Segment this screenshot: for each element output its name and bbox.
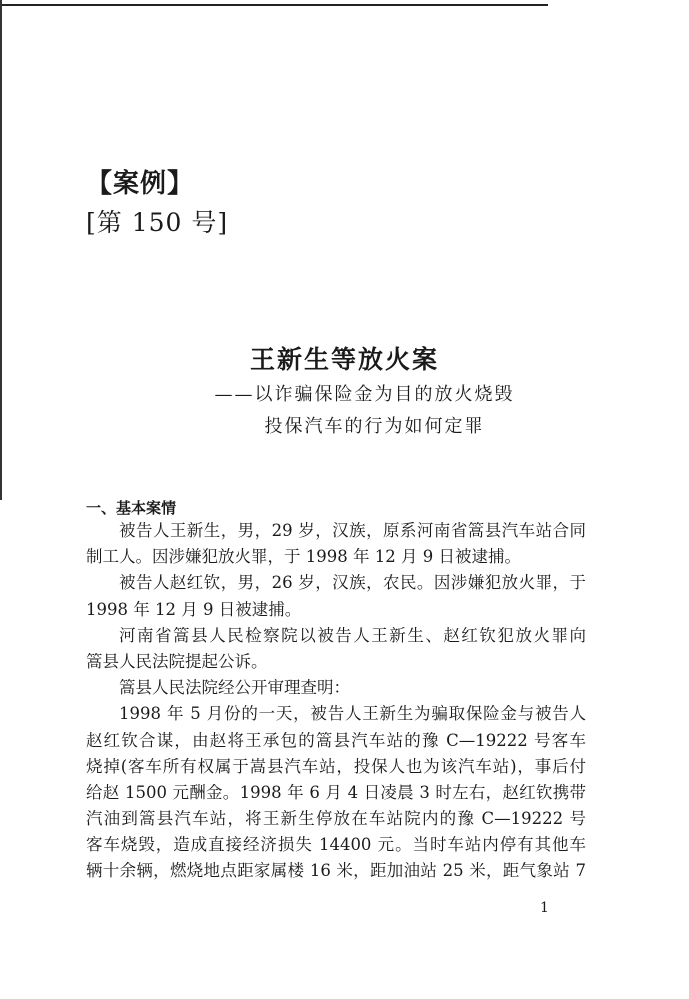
top-rule	[0, 4, 548, 6]
body-line: 制工人。因涉嫌犯放火罪，于 1998 年 12 月 9 日被逮捕。	[86, 547, 521, 567]
body-line: 1998 年 5 月份的一天，被告人王新生为骗取保险金与被告人	[119, 704, 586, 724]
subtitle-line-2: 投保汽车的行为如何定罪	[264, 416, 485, 437]
body-line: 客车烧毁，造成直接经济损失 14400 元。当时车站内停有其他车	[86, 835, 586, 855]
body-line: 篙县人民法院提起公诉。	[86, 651, 268, 671]
body-line: 篙县人民法院经公开审理查明：	[119, 678, 350, 698]
body-line: 烧掉(客车所有权属于嵩县汽车站，投保人也为该汽车站)，事后付	[86, 756, 586, 776]
body-text	[86, 518, 586, 885]
page-number: 1	[540, 900, 549, 916]
case-number: [第 150 号]	[86, 208, 229, 237]
case-tag: 【案例】	[86, 169, 195, 199]
body-line: 汽油到篙县汽车站，将王新生停放在车站院内的豫 C—19222 号	[86, 809, 586, 829]
subtitle-line-1: ——以诈骗保险金为目的放火烧毁	[214, 384, 515, 405]
body-line: 被告人王新生，男，29 岁，汉族，原系河南省篙县汽车站合同	[119, 521, 586, 540]
body-line: 1998 年 12 月 9 日被逮捕。	[86, 599, 302, 619]
body-line: 赵红钦合谋，由赵将王承包的篙县汽车站的豫 C—19222 号客车	[86, 730, 586, 750]
body-line: 河南省篙县人民检察院以被告人王新生、赵红钦犯放火罪向	[119, 625, 586, 645]
body-line: 被告人赵红钦，男，26 岁，汉族，农民。因涉嫌犯放火罪，于	[119, 573, 586, 593]
body-line: 辆十余辆，燃烧地点距家属楼 16 米，距加油站 25 米，距气象站 7	[86, 861, 586, 881]
page-title: 王新生等放火案	[249, 345, 439, 374]
section-heading: 一、基本案情	[86, 499, 177, 517]
body-line: 给赵 1500 元酬金。1998 年 6 月 4 日凌晨 3 时左右，赵红钦携带	[86, 782, 586, 802]
